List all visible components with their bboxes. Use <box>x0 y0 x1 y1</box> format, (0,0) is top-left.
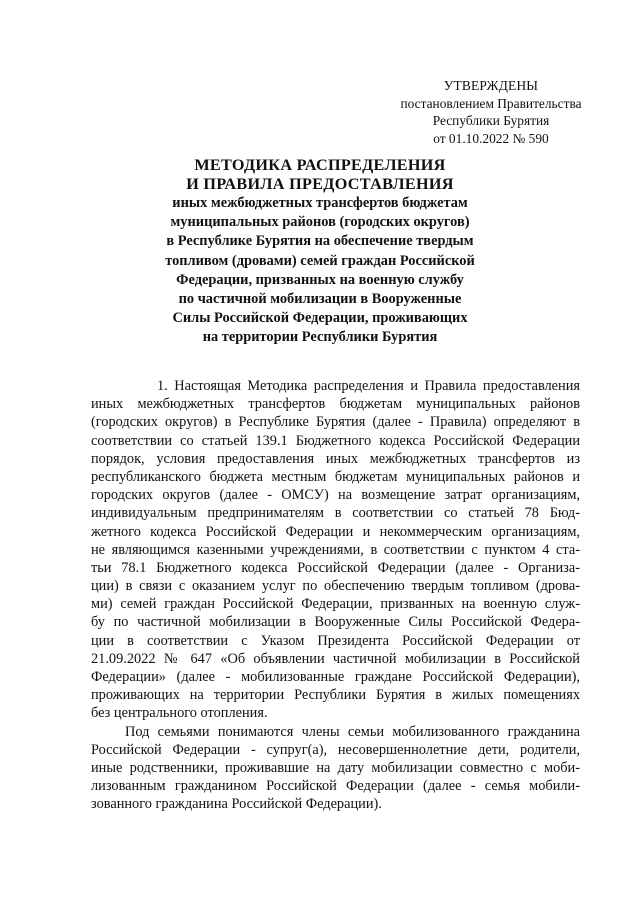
document-body <box>91 377 580 814</box>
text-line: тьи 78.1 Бюджетного кодекса Российской Федерации (далее - Организа- <box>91 559 580 576</box>
paragraph-1 <box>91 377 580 723</box>
title-sub-line: в Республике Бурятия на обеспечение твердым <box>166 233 474 250</box>
text-line: Федерации» (далее - мобилизованные граждане Российской Федерации), <box>91 669 580 685</box>
approval-line-2: Республики Бурятия <box>432 113 550 128</box>
document-title <box>150 156 490 348</box>
text-line: проживающих на территории Республики Бурятия в жилых помещениях <box>91 687 580 704</box>
text-line: городских округов (далее - ОМСУ) на возмещение затрат организациям, <box>91 487 580 504</box>
text-line: иных межбюджетных трансфертов бюджетам муниципальных районов <box>91 396 580 413</box>
title-sub-line: Силы Российской Федерации, проживающих <box>172 310 468 327</box>
text-line: иные родственники, проживавшие на дату мобилизации совместно с моби- <box>91 759 580 776</box>
title-sub-line: муниципальных районов (городских округов) <box>170 214 470 231</box>
text-line: соответствии со статьей 139.1 Бюджетного кодекса Российской Федерации <box>91 432 580 449</box>
approval-line-3: от 01.10.2022 № 590 <box>433 130 549 146</box>
text-line: порядок, условия предоставления иных межбюджетных трансфертов из <box>91 450 580 467</box>
text-line: лизованным гражданином Российской Федерации (далее - семья мобили- <box>91 778 580 795</box>
title-sub-line: иных межбюджетных трансфертов бюджетам <box>172 195 468 211</box>
text-line: Российской Федерации - супруг(а), несовершеннолетние дети, родители, <box>91 741 580 758</box>
title-sub-line: Федерации, призванных на военную службу <box>176 271 464 288</box>
text-line: бу по частичной мобилизации в Вооруженные Силы Российской Федера- <box>91 614 580 631</box>
text-line: жетного кодекса Российской Федерации и некоммерческим организациям, <box>91 523 580 540</box>
text-line: не являющимся казенными учреждениями, в соответствии с пунктом 4 ста- <box>91 541 580 558</box>
title-main-line: МЕТОДИКА РАСПРЕДЕЛЕНИЯ <box>194 156 446 174</box>
text-line: без центрального отопления. <box>91 705 268 722</box>
title-sub-line: по частичной мобилизации в Вооруженные <box>178 291 462 308</box>
text-line: 21.09.2022 № 647 «Об объявлении частичной мобилизации в Российской <box>91 650 580 667</box>
title-sub-line: на территории Республики Бурятия <box>202 329 438 346</box>
text-line: ми) семей граждан Российской Федерации, призванных на военную служ- <box>91 596 580 613</box>
approval-heading: УТВЕРЖДЕНЫ <box>443 78 539 93</box>
approval-stamp <box>386 77 596 147</box>
text-line: 1. Настоящая Методика распределения и Правила предоставления <box>157 378 580 394</box>
title-sub-line: топливом (дровами) семей граждан Российской <box>165 252 475 269</box>
title-main-line: И ПРАВИЛА ПРЕДОСТАВЛЕНИЯ <box>186 175 454 193</box>
approval-line-1: постановлением Правительства <box>400 95 582 111</box>
text-line: республиканского бюджета местным бюджетам муниципальных районов и <box>91 468 580 485</box>
text-line: Под семьями понимаются члены семьи мобилизованного гражданина <box>125 723 580 740</box>
text-line: (городских округов) в Республике Бурятия (далее - Правила) определяют в <box>91 414 580 431</box>
text-line: ции в соответствии с Указом Президента Российской Федерации от <box>91 632 580 649</box>
paragraph-2 <box>91 723 580 814</box>
text-line: ции) в связи с оказанием услуг по обеспечению твердым топливом (дрова- <box>91 578 580 595</box>
text-line: индивидуальным предпринимателям в соответствии со статьей 78 Бюд- <box>91 505 580 522</box>
text-line: зованного гражданина Российской Федерации). <box>91 796 382 813</box>
